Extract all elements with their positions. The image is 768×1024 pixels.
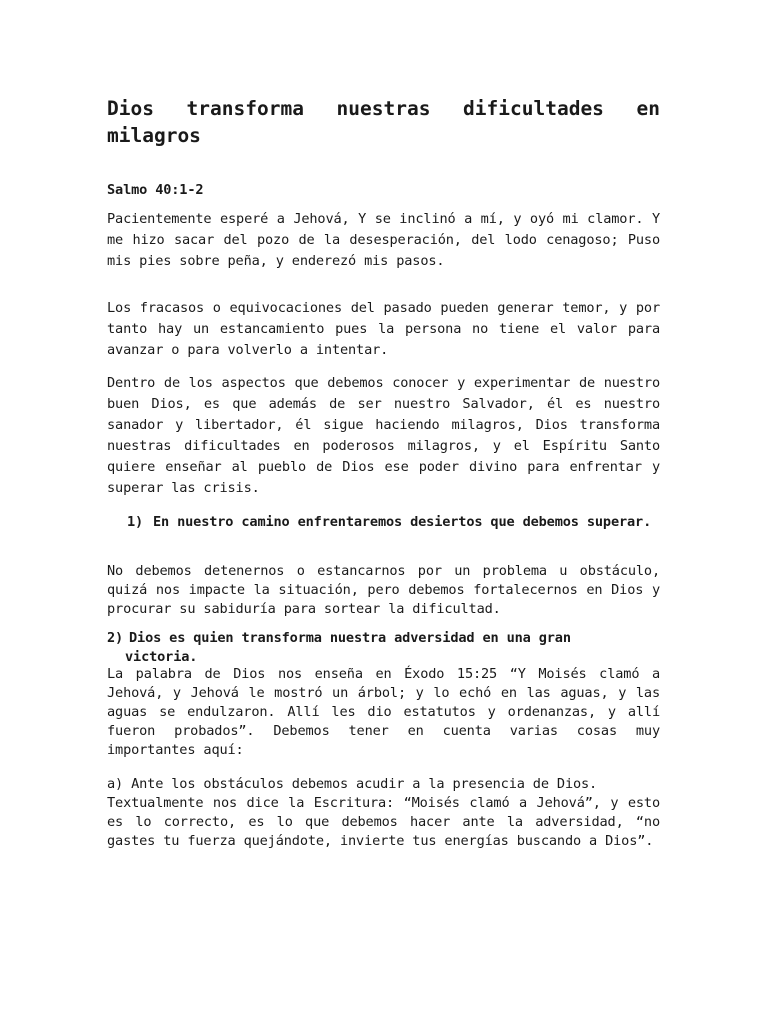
- paragraph-exodus: La palabra de Dios nos enseña en Éxodo 15:25 “Y Moisés clamó a Jehová, y Jehová le mostró un árbol; y lo echó en las aguas, y las aguas se endulzaron. Allí les dio estatutos y ordenanzas, y allí fueron probados”. Debemos tener en cuenta varias cosas muy importantes aquí:: [107, 666, 660, 758]
- sub-point-a-text: Textualmente nos dice la Escritura: “Moisés clamó a Jehová”, y esto es lo correcto, es lo que debemos hacer ante la adversidad, “no gastes tu fuerza quejándote, invierte tus energías buscando a Dios”.: [107, 795, 660, 849]
- paragraph-obstacles: No debemos detenernos o estancarnos por un problema u obstáculo, quizá nos impacte la situación, pero debemos fortalecernos en Dios y procurar su sabiduría para sortear la dificultad.: [107, 563, 660, 617]
- paragraph-aspects: Dentro de los aspectos que debemos conocer y experimentar de nuestro buen Dios, es que además de ser nuestro Salvador, él es nuestro sanador y libertador, él sigue haciendo milagros, Dios transforma nuestras dificultades en poderosos milagros, y el Espíritu Santo quiere enseñar al pueblo de Dios ese poder divino para enfrentar y superar las crisis.: [107, 375, 660, 496]
- point-2-text: [107, 629, 660, 667]
- point-2: [107, 629, 660, 667]
- point-2-text-line1: Dios es quien transforma nuestra adversidad en una gran: [129, 630, 571, 646]
- paragraph-intro: Los fracasos o equivocaciones del pasado pueden generar temor, y por tanto hay un estancamiento pues la persona no tiene el valor para avanzar o para volverlo a intentar.: [107, 300, 660, 358]
- point-1-number: 1): [127, 514, 144, 530]
- sub-point-a-heading: a) Ante los obstáculos debemos acudir a la presencia de Dios.: [107, 776, 598, 792]
- point-2-text-line2: victoria.: [125, 649, 198, 665]
- document-title: Dios transforma nuestras dificultades en milagros: [107, 97, 660, 147]
- scripture-reference: Salmo 40:1-2: [107, 182, 204, 198]
- point-2-number: 2): [107, 630, 124, 646]
- point-1: [127, 513, 660, 532]
- point-1-text: En nuestro camino enfrentaremos desiertos que debemos superar.: [153, 514, 652, 530]
- scripture-verse: Pacientemente esperé a Jehová, Y se inclinó a mí, y oyó mi clamor. Y me hizo sacar del pozo de la desesperación, del lodo cenagoso; Puso mis pies sobre peña, y enderezó mis pasos.: [107, 211, 660, 269]
